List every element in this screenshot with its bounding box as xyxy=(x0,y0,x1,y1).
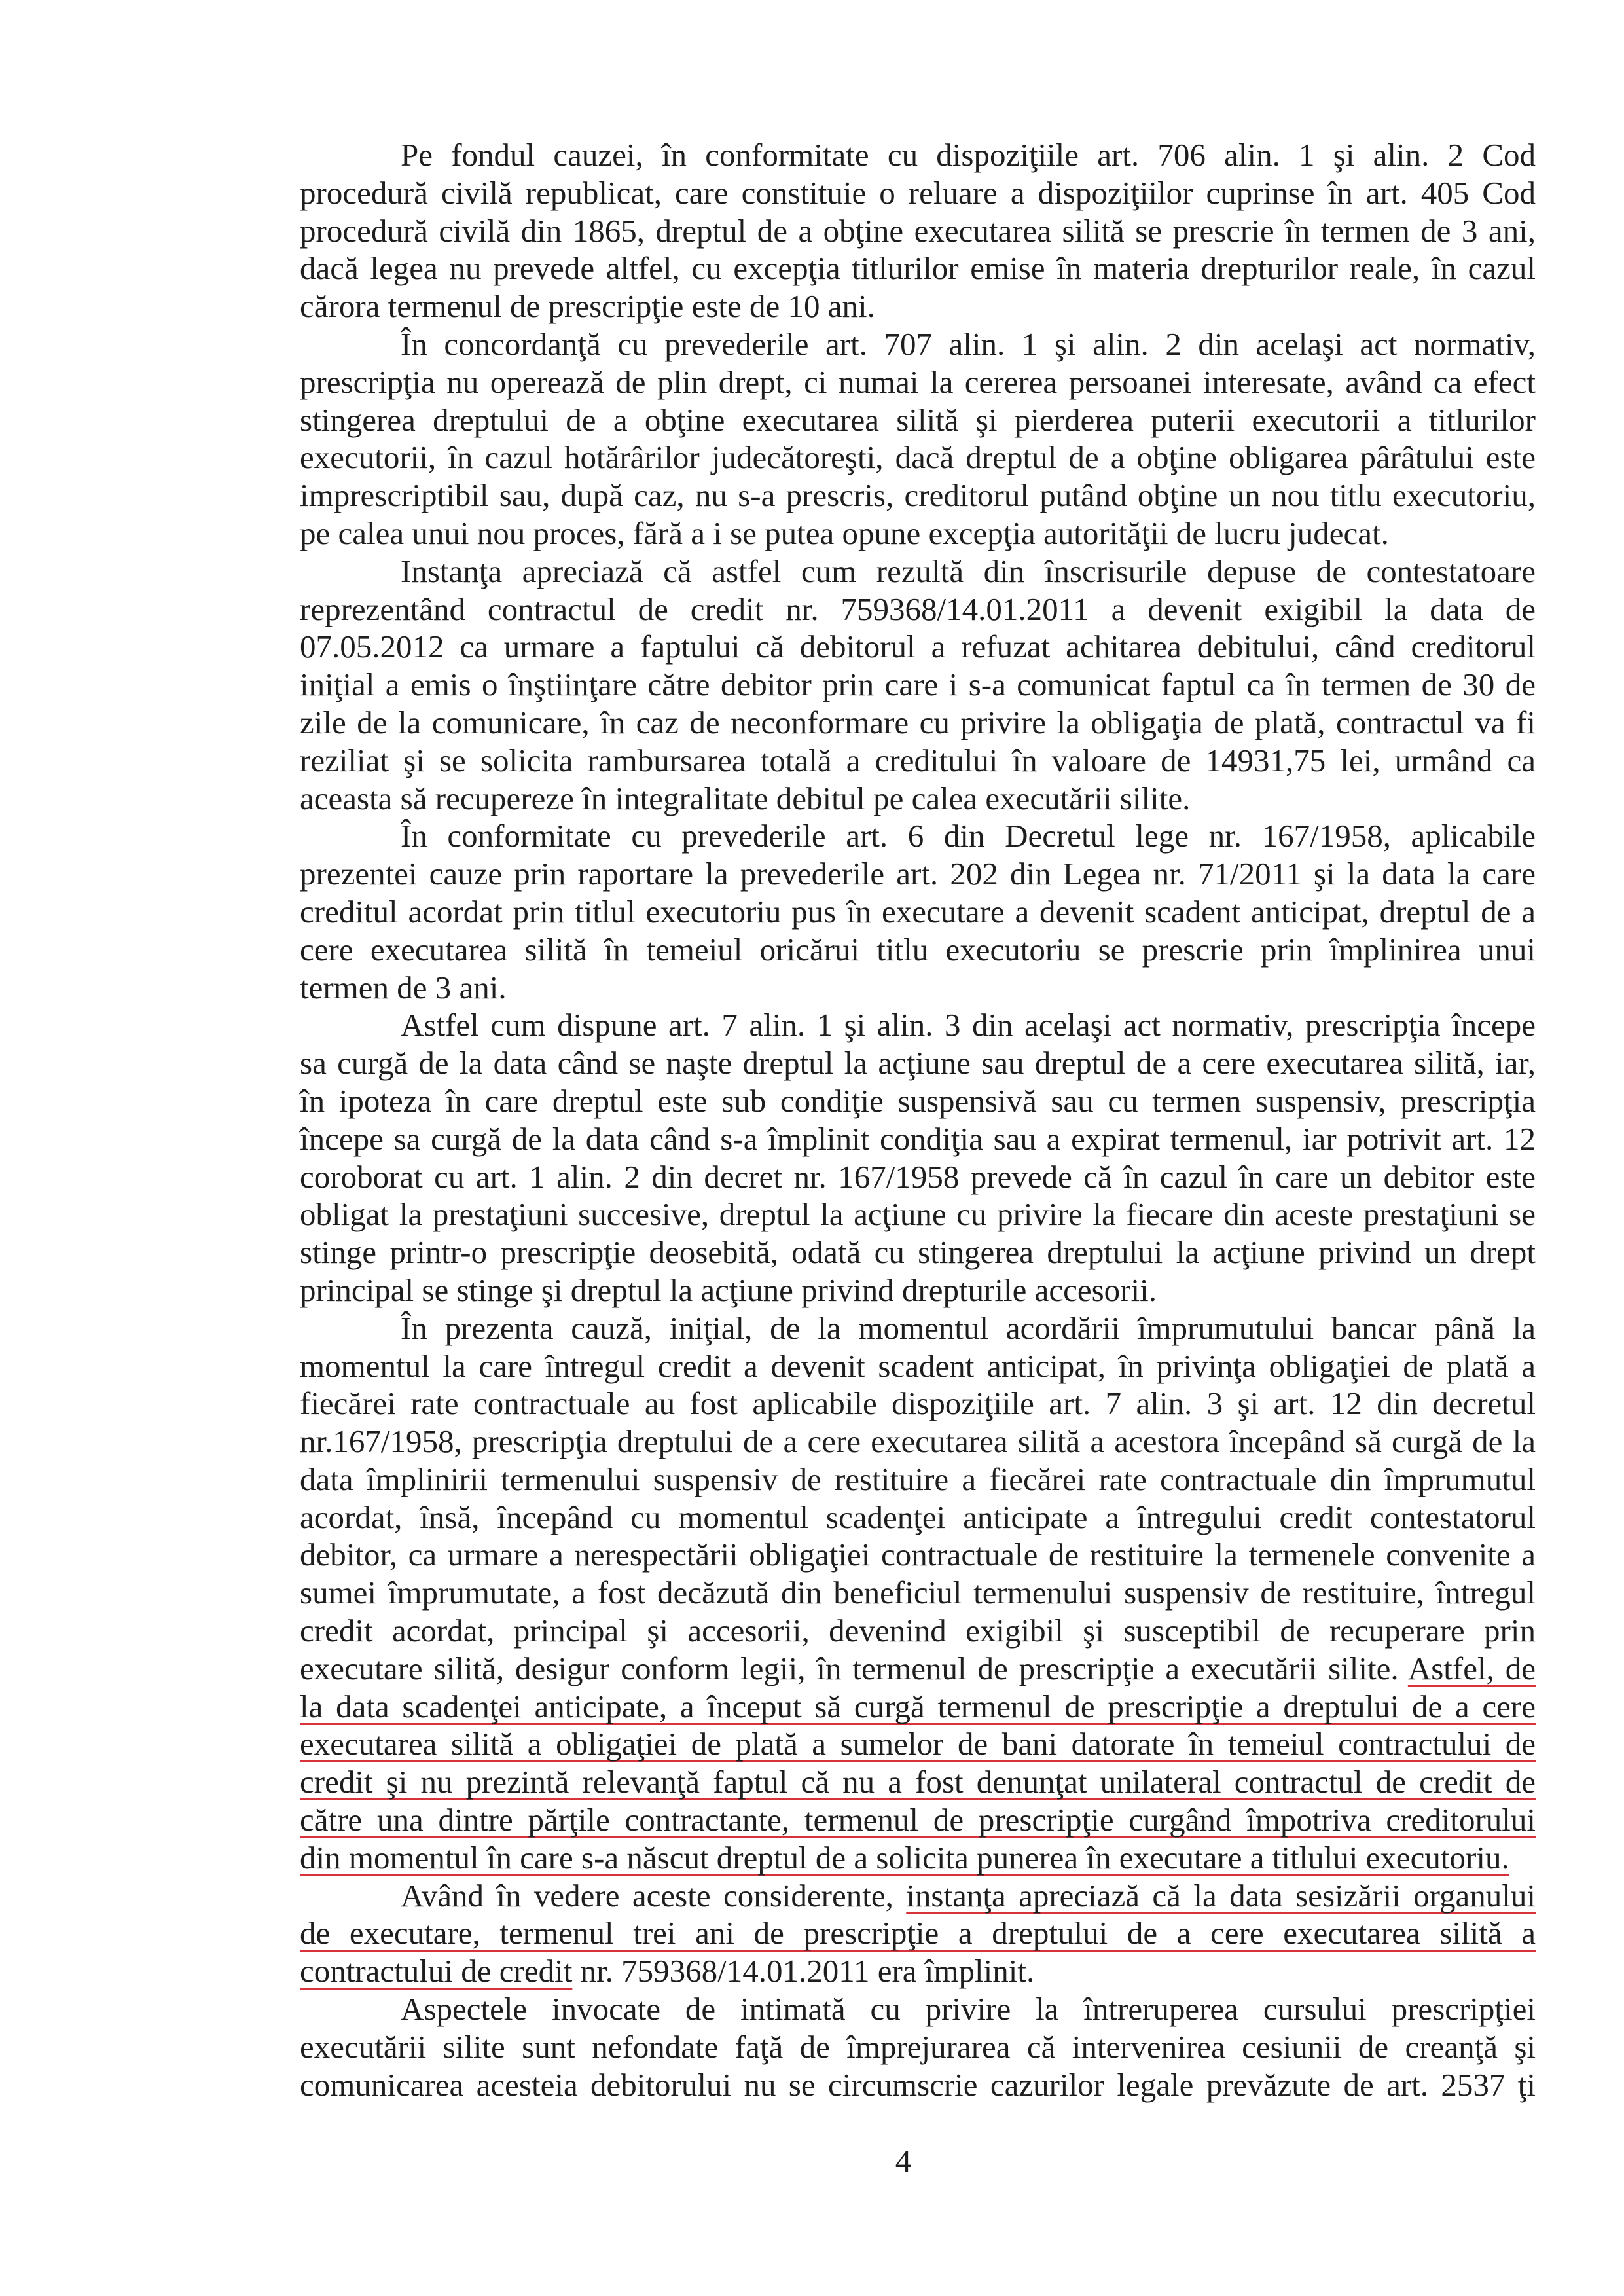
text-line xyxy=(300,628,1536,666)
text-segment: prezentei cauze prin raportare la prevederile art. 202 din Legea nr. 71/2011 şi la data la care xyxy=(300,856,1536,892)
underlined-text: credit şi nu prezintă relevanţă faptul că nu a fost denunţat unilateral contractul de credit de xyxy=(300,1764,1536,1800)
text-line xyxy=(300,1082,1536,1120)
text-segment: executare silită, desigur conform legii, în termenul de prescripţie a executării silite. xyxy=(300,1650,1408,1686)
text-line xyxy=(300,477,1536,515)
paragraph xyxy=(300,1309,1536,1877)
text-segment: nr.167/1958, prescripţia dreptului de a cere executarea silită a acestora începând să curgă de la xyxy=(300,1423,1536,1460)
document-body xyxy=(300,136,1536,2104)
paragraph xyxy=(300,1006,1536,1309)
underlined-text: executarea silită a obligaţiei de plată a sumelor de bani datorate în temeiul contractului de xyxy=(300,1726,1536,1762)
text-segment: stingerea dreptului de a obţine executarea silită şi pierderea puterii executorii a titlurilor xyxy=(300,401,1536,438)
text-line xyxy=(300,1914,1536,1952)
text-line xyxy=(300,363,1536,401)
text-line xyxy=(300,1952,1536,1990)
text-line xyxy=(300,817,1536,855)
text-line xyxy=(300,1309,1536,1347)
text-line xyxy=(300,2028,1536,2066)
text-line xyxy=(300,1801,1536,1839)
text-line xyxy=(300,1006,1536,1044)
text-segment: pe calea unui nou proces, fără a i se putea opune excepţia autorităţii de lucru judecat. xyxy=(300,515,1389,551)
text-segment: imprescriptibil sau, după caz, nu s-a prescris, creditorul putând obţine un nou titlu executoriu, xyxy=(300,477,1536,514)
text-segment: prescripţia nu operează de plin drept, ci numai la cererea persoanei interesate, având ca efect xyxy=(300,363,1536,400)
paragraph xyxy=(300,1877,1536,1990)
text-segment: termen de 3 ani. xyxy=(300,969,507,1006)
underlined-text: instanţa apreciază că la data sesizării organului xyxy=(906,1877,1536,1914)
text-line xyxy=(300,1233,1536,1271)
text-line xyxy=(300,1612,1536,1650)
text-segment: 07.05.2012 ca urmare a faptului că debitorul a refuzat achitarea debitului, când creditorul xyxy=(300,629,1536,665)
text-line xyxy=(300,212,1536,250)
text-segment: coroborat cu art. 1 alin. 2 din decret nr. 167/1958 prevede că în cazul în care un debitor este xyxy=(300,1158,1536,1195)
text-line xyxy=(300,1574,1536,1612)
text-line xyxy=(300,553,1536,591)
underlined-text: la data scadenţei anticipate, a început să curgă termenul de prescripţie a dreptului de a cere xyxy=(300,1688,1536,1724)
page-number: 4 xyxy=(895,2143,912,2179)
text-segment: executorii, în cazul hotărârilor judecătoreşti, dacă dreptul de a obţine obligarea pârâtului este xyxy=(300,439,1536,476)
text-segment: cărora termenul de prescripţie este de 10 ani. xyxy=(300,288,875,325)
text-segment: dacă legea nu prevede altfel, cu excepţia titlurilor emise în materia drepturilor reale, în cazul xyxy=(300,250,1536,287)
text-segment: procedură civilă republicat, care constituie o reluare a dispoziţiilor cuprinse în art. 405 Cod xyxy=(300,174,1536,211)
text-line xyxy=(300,931,1536,969)
text-line xyxy=(300,1461,1536,1499)
text-segment: zile de la comunicare, în caz de neconformare cu privire la obligaţia de plată, contractul va fi xyxy=(300,704,1536,740)
text-line xyxy=(300,1347,1536,1385)
text-line xyxy=(300,893,1536,931)
text-segment: creditul acordat prin titlul executoriu pus în executare a devenit scadent anticipat, dreptul de a xyxy=(300,893,1536,930)
underlined-text: din momentul în care s-a născut dreptul de a solicita punerea în executare a titlului executoriu. xyxy=(300,1839,1509,1876)
text-segment: Aspectele invocate de intimată cu privire la întreruperea cursului prescripţiei xyxy=(401,1991,1536,2028)
text-segment: data împlinirii termenului suspensiv de restituire a fiecărei rate contractuale din împrumutul xyxy=(300,1461,1536,1497)
text-line xyxy=(300,1725,1536,1763)
text-line xyxy=(300,325,1536,363)
text-segment: În prezenta cauză, iniţial, de la momentul acordării împrumutului bancar până la xyxy=(401,1309,1536,1346)
underlined-text: de executare, termenul trei ani de prescripţie a dreptului de a cere executarea silită a xyxy=(300,1915,1536,1952)
text-line xyxy=(300,174,1536,212)
text-segment: Pe fondul cauzei, în conformitate cu dispoziţiile art. 706 alin. 1 şi alin. 2 Cod xyxy=(401,137,1536,173)
text-segment: sa curgă de la data când se naşte dreptul la acţiune sau dreptul de a cere executarea silită, iar, xyxy=(300,1045,1536,1082)
paragraph xyxy=(300,325,1536,553)
underlined-text: contractului de credit xyxy=(300,1953,573,1990)
text-line xyxy=(300,666,1536,704)
text-line xyxy=(300,704,1536,742)
text-segment: acordat, însă, începând cu momentul scadenţei anticipate a întregului credit contestatorul xyxy=(300,1499,1536,1535)
paragraph xyxy=(300,136,1536,325)
text-line xyxy=(300,1839,1536,1877)
text-line xyxy=(300,1423,1536,1461)
text-segment: Având în vedere aceste considerente, xyxy=(401,1877,907,1914)
text-line xyxy=(300,249,1536,287)
text-segment: fiecărei rate contractuale au fost aplicabile dispoziţiile art. 7 alin. 3 şi art. 12 din decretul xyxy=(300,1385,1536,1422)
text-line xyxy=(300,401,1536,439)
text-line xyxy=(300,515,1536,553)
text-line xyxy=(300,1499,1536,1537)
text-line xyxy=(300,1158,1536,1196)
text-line xyxy=(300,855,1536,893)
text-line xyxy=(300,1877,1536,1915)
text-line xyxy=(300,742,1536,780)
text-line xyxy=(300,1271,1536,1309)
text-line xyxy=(300,1120,1536,1158)
text-segment: momentul la care întregul credit a devenit scadent anticipat, în privinţa obligaţiei de plată a xyxy=(300,1347,1536,1384)
text-line xyxy=(300,1536,1536,1574)
underlined-text: către una dintre părţile contractante, termenul de prescripţie curgând împotriva creditorului xyxy=(300,1802,1536,1838)
text-segment: executării silite sunt nefondate faţă de împrejurarea că intervenirea cesiunii de creanţă şi xyxy=(300,2028,1536,2065)
text-line xyxy=(300,1763,1536,1801)
text-segment: În concordanţă cu prevederile art. 707 alin. 1 şi alin. 2 din acelaşi act normativ, xyxy=(401,325,1536,362)
text-segment: În conformitate cu prevederile art. 6 din Decretul lege nr. 167/1958, aplicabile xyxy=(401,818,1536,854)
text-segment: debitor, ca urmare a nerespectării obligaţiei contractuale de restituire la termenele convenite a xyxy=(300,1537,1536,1573)
text-segment: sumei împrumutate, a fost decăzută din beneficiul termenului suspensiv de restituire, întregul xyxy=(300,1575,1536,1611)
text-line xyxy=(300,287,1536,325)
paragraph xyxy=(300,1990,1536,2104)
text-segment: comunicarea acesteia debitorului nu se circumscrie cazurilor legale prevăzute de art. 2537 ţi xyxy=(300,2066,1536,2103)
text-line xyxy=(300,1990,1536,2028)
text-segment: Astfel cum dispune art. 7 alin. 1 şi alin. 3 din acelaşi act normativ, prescripţia începe xyxy=(401,1007,1536,1044)
text-line xyxy=(300,1650,1536,1688)
text-segment: Instanţa apreciază că astfel cum rezultă din înscrisurile depuse de contestatoare xyxy=(401,553,1536,589)
text-line xyxy=(300,1195,1536,1233)
text-segment: stinge printr-o prescripţie deosebită, odată cu stingerea dreptului la acţiune privind un drept xyxy=(300,1234,1536,1271)
paragraph xyxy=(300,553,1536,818)
text-segment: reprezentând contractul de credit nr. 759368/14.01.2011 a devenit exigibil la data de xyxy=(300,591,1536,627)
text-segment: procedură civilă din 1865, dreptul de a obţine executarea silită se prescrie în termen de 3 ani, xyxy=(300,212,1536,249)
text-line xyxy=(300,2066,1536,2104)
text-line xyxy=(300,136,1536,174)
text-line xyxy=(300,1044,1536,1082)
text-segment: cere executarea silită în temeiul oricărui titlu executoriu se prescrie prin împlinirea unui xyxy=(300,931,1536,968)
text-line xyxy=(300,1688,1536,1726)
text-segment: obligat la prestaţiuni succesive, dreptul la acţiune cu privire la fiecare din aceste prestaţiuni se xyxy=(300,1196,1536,1233)
text-segment: nr. 759368/14.01.2011 era împlinit. xyxy=(572,1953,1035,1990)
text-segment: credit acordat, principal şi accesorii, devenind exigibil şi susceptibil de recuperare prin xyxy=(300,1613,1536,1649)
text-line xyxy=(300,439,1536,477)
paragraph xyxy=(300,817,1536,1006)
text-line xyxy=(300,591,1536,629)
text-segment: iniţial a emis o înştiinţare către debitor prin care i s-a comunicat faptul ca în termen de 30 de xyxy=(300,666,1536,703)
text-segment: reziliat şi se solicita rambursarea totală a creditului în valoare de 14931,75 lei, urmând ca xyxy=(300,742,1536,778)
text-line xyxy=(300,1385,1536,1423)
text-segment: principal se stinge şi dreptul la acţiune privind drepturile accesorii. xyxy=(300,1271,1157,1308)
underlined-text: Astfel, de xyxy=(1407,1650,1536,1686)
text-segment: începe sa curgă de la data când s-a împlinit condiţia sau a expirat termenul, iar potrivit art. 12 xyxy=(300,1120,1536,1157)
text-line xyxy=(300,969,1536,1007)
text-segment: aceasta să recupereze în integralitate debitul pe calea executării silite. xyxy=(300,780,1191,816)
text-segment: în ipoteza în care dreptul este sub condiţie suspensivă sau cu termen suspensiv, prescripţia xyxy=(300,1082,1536,1119)
text-line xyxy=(300,780,1536,818)
